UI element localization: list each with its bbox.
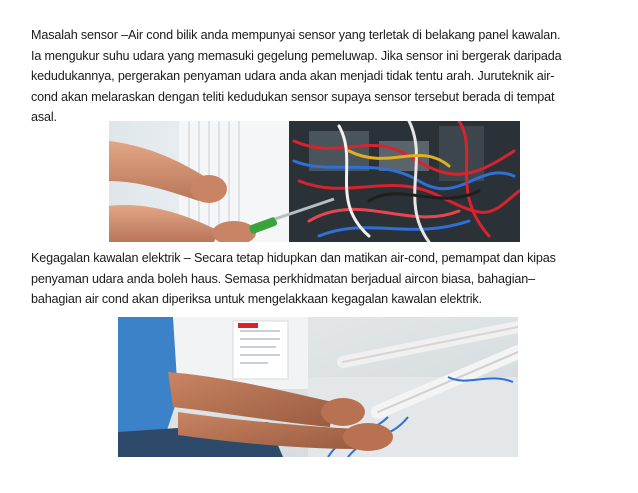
text-line: kedudukannya, pergerakan penyaman udara anda akan menjadi tidak tentu arah. Juruteknik air- <box>31 69 555 83</box>
text-line: bahagian air cond akan diperiksa untuk mengelakkaan kegagalan kawalan elektrik. <box>31 292 482 306</box>
photo-technician-pipes <box>118 317 518 457</box>
text-line: cond akan melaraskan dengan teliti kedudukan sensor supaya sensor tersebut berada di tempat <box>31 89 555 104</box>
paragraph-electrical-control-failure <box>31 248 611 310</box>
text-line: penyaman udara anda boleh haus. Semasa perkhidmatan berjadual aircon biasa, bahagian– <box>31 271 535 286</box>
text-line: Kegagalan kawalan elektrik – Secara tetap hidupkan dan matikan air-cond, pemampat dan kipas <box>31 251 556 265</box>
photo-technician-wiring-panel <box>109 121 520 242</box>
text-line: asal. <box>31 110 57 124</box>
text-line: Masalah sensor –Air cond bilik anda mempunyai sensor yang terletak di belakang panel kawalan. <box>31 28 561 42</box>
text-line: Ia mengukur suhu udara yang memasuki gegelung pemeluwap. Jika sensor ini bergerak daripada <box>31 48 562 63</box>
paragraph-sensor-problem <box>31 25 611 128</box>
